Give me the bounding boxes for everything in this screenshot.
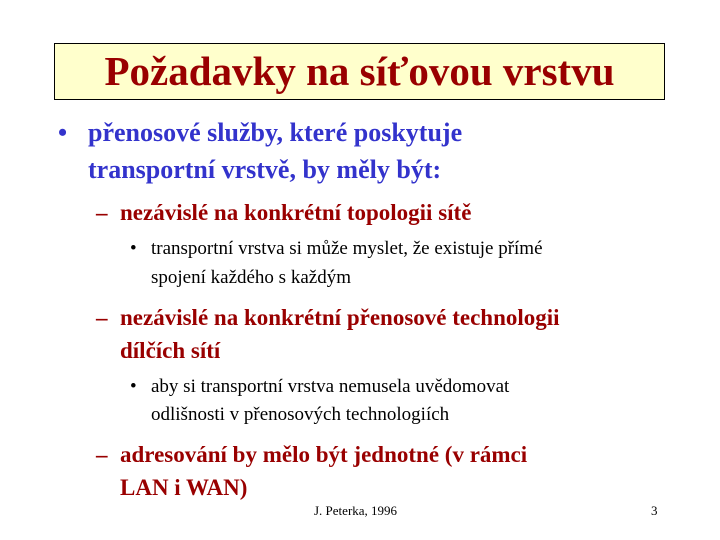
dash-text-line: adresování by mělo být jednotné (v rámci xyxy=(120,442,528,467)
sub-bullet-text-line: transportní vrstva si může myslet, že existuje přímé xyxy=(151,238,543,259)
dash-text-line: LAN i WAN) xyxy=(120,475,248,500)
sub-bullet-text-line: aby si transportní vrstva nemusela uvědomovat xyxy=(151,376,510,397)
bullet-text-line: přenosové služby, které poskytuje xyxy=(88,118,463,147)
dash-text-line: nezávislé na konkrétní topologii sítě xyxy=(120,200,472,225)
dash-text-line: nezávislé na konkrétní přenosové technologii xyxy=(120,305,560,330)
dash-mark: – xyxy=(96,305,108,330)
dash-text-line: dílčích sítí xyxy=(120,338,221,363)
sub-bullet-mark: • xyxy=(130,376,137,397)
slide-title-box xyxy=(54,43,665,100)
sub-bullet-text-line: spojení každého s každým xyxy=(151,267,351,288)
slide-title: Požadavky na síťovou vrstvu xyxy=(104,48,615,94)
page-number: 3 xyxy=(651,503,658,518)
dash-mark: – xyxy=(96,442,108,467)
sub-bullet-mark: • xyxy=(130,238,137,259)
bullet-text-line: transportní vrstvě, by měly být: xyxy=(88,155,442,184)
bullet-mark: • xyxy=(58,118,68,147)
footer-author: J. Peterka, 1996 xyxy=(314,503,398,518)
dash-mark: – xyxy=(96,200,108,225)
sub-bullet-text-line: odlišnosti v přenosových technologiích xyxy=(151,404,450,425)
